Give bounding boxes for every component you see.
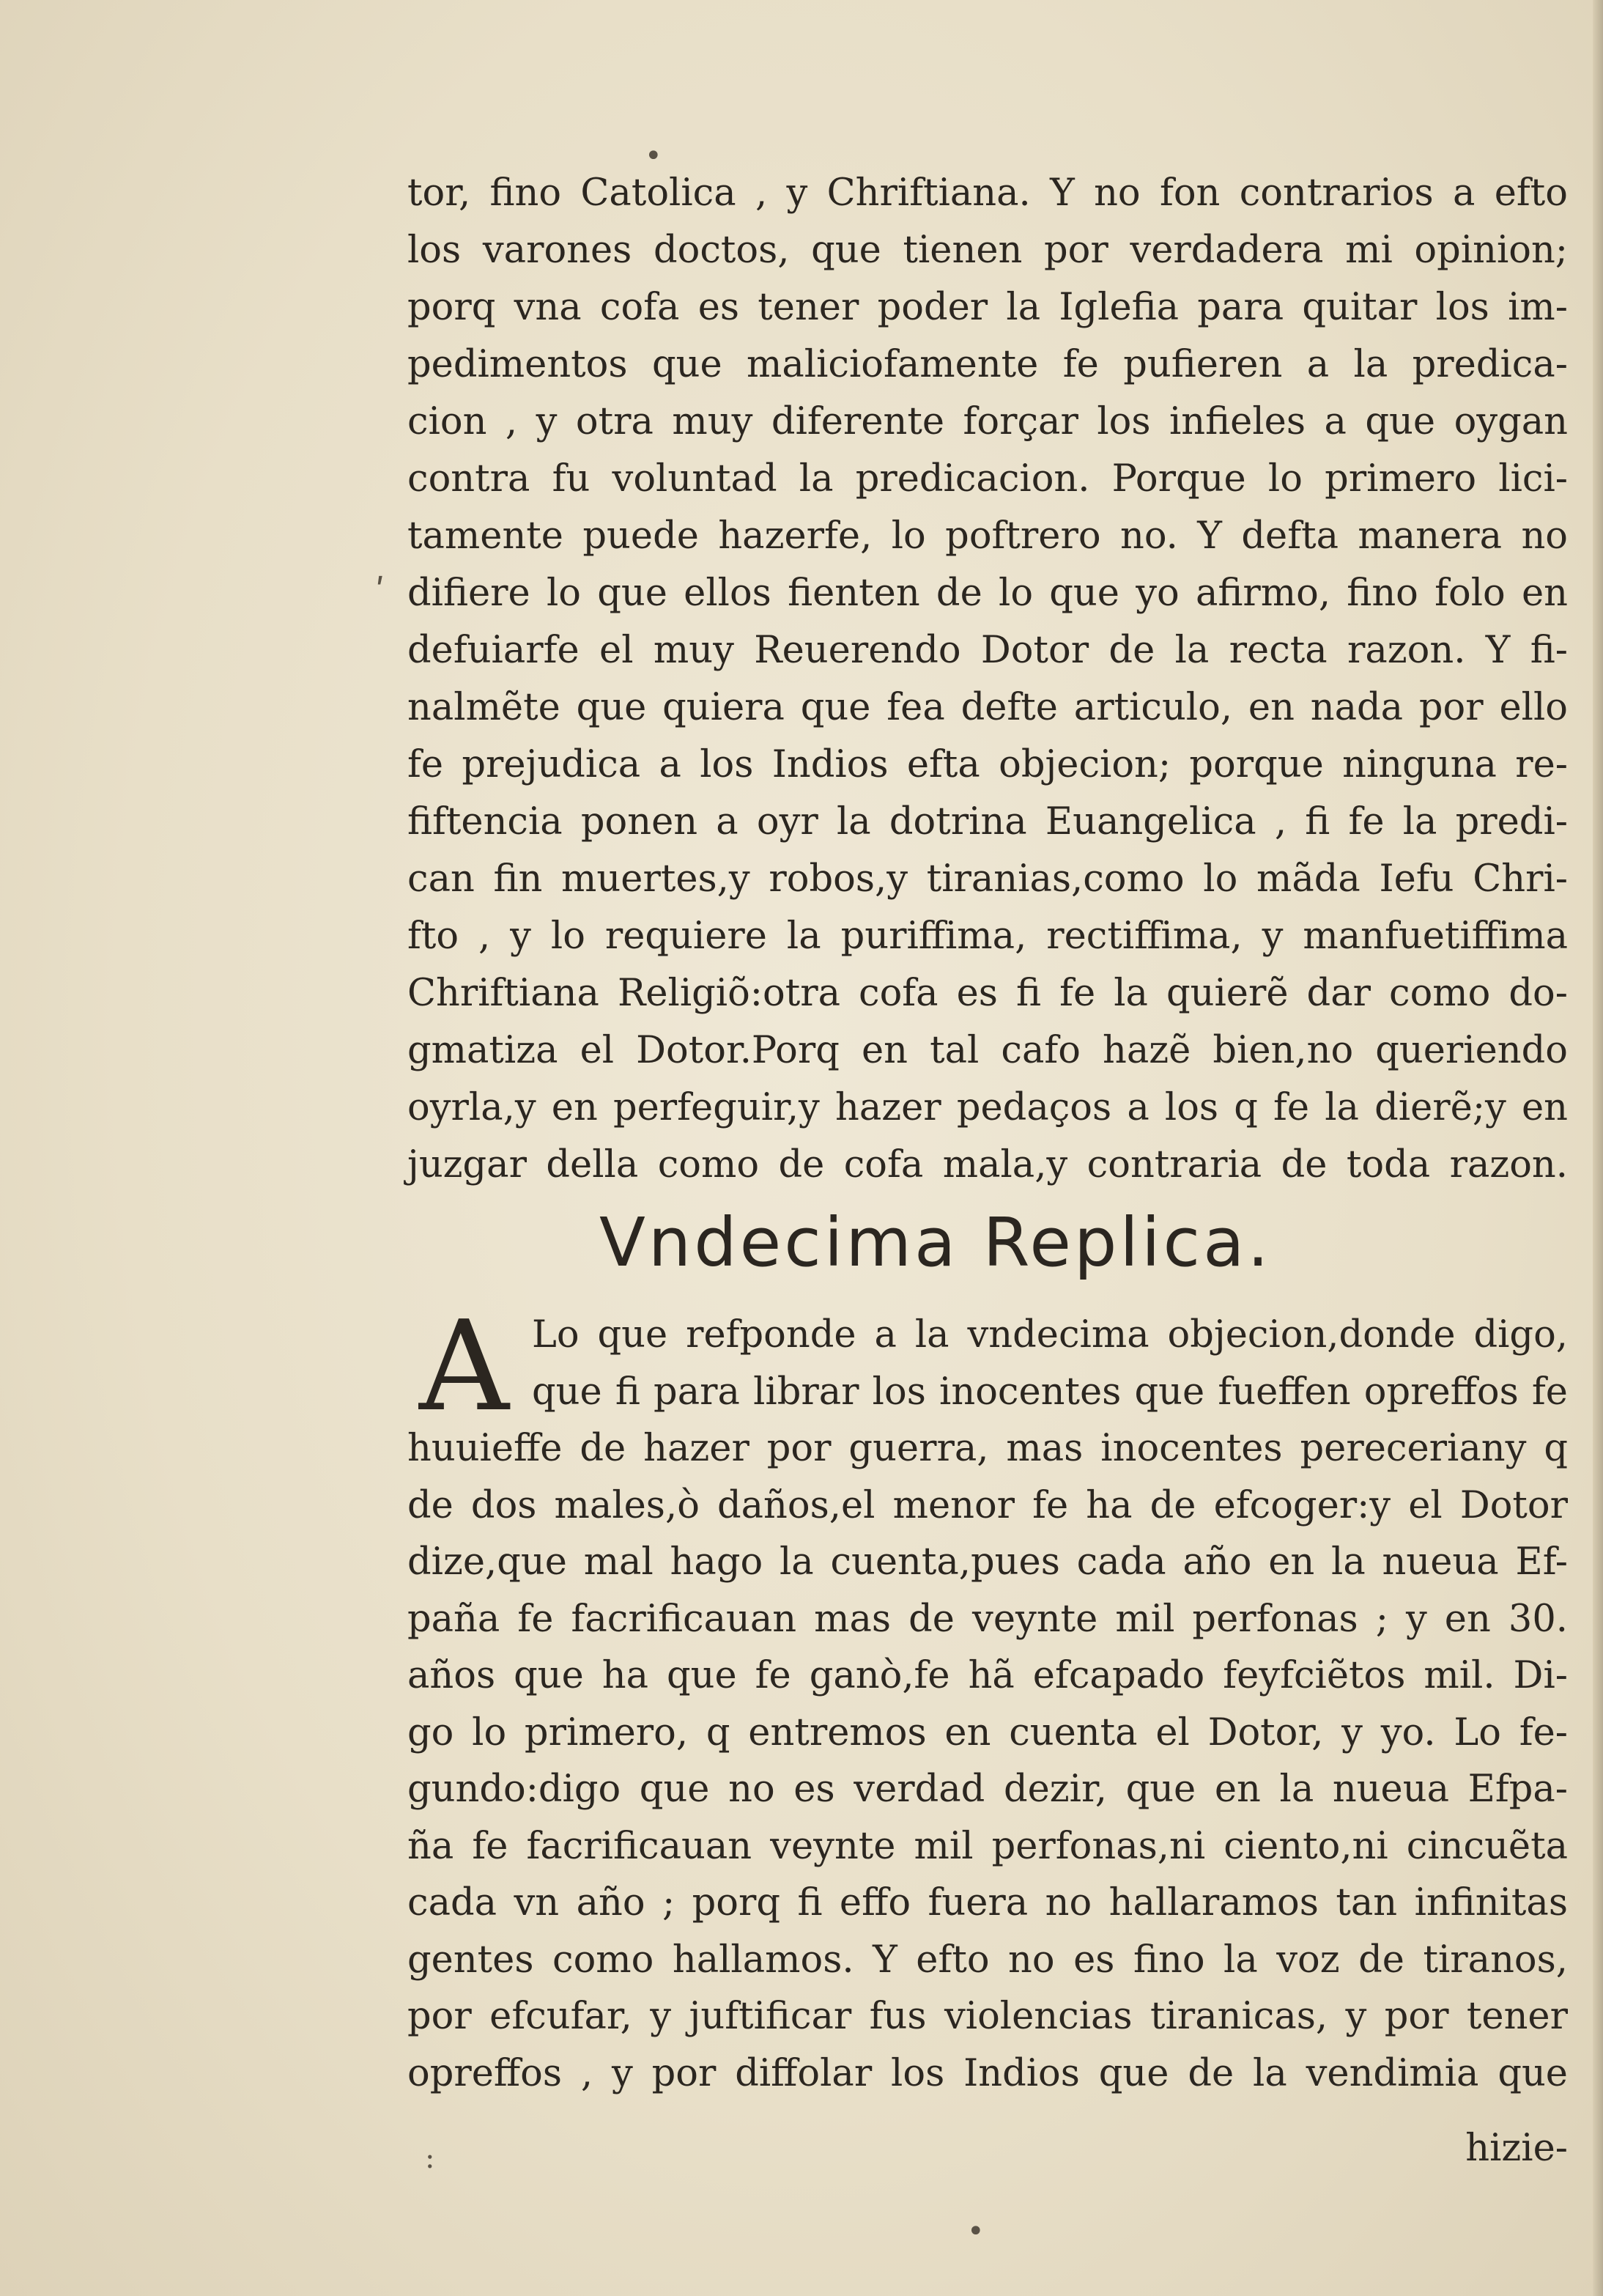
text-line: juzgar della como de cofa mala,y contraria de toda razon. [407, 1143, 1568, 1186]
text-line: oyrla,y en perfeguir,y hazer pedaços a los q fe la dierẽ;y en [407, 1086, 1568, 1129]
text-line: los varones doctos, que tienen por verdadera mi opinion; [407, 229, 1568, 272]
text-line: fiftencia ponen a oyr la dotrina Euangelica , fi fe la predi- [407, 800, 1568, 844]
text-line: difiere lo que ellos fienten de lo que yo afirmo, fino folo en [407, 572, 1568, 615]
section-heading: Vndecima Replica. [599, 1203, 1272, 1282]
text-line: paña fe facrificauan mas de veynte mil perfonas ; y en 30. [407, 1597, 1568, 1641]
text-line: gentes como hallamos. Y efto no es fino la voz de tiranos, [407, 1938, 1568, 1982]
page-edge [1593, 0, 1603, 2296]
text-line: ña fe facrificauan veynte mil perfonas,ni ciento,ni cincuẽta [407, 1824, 1568, 1868]
text-line: tor, fino Catolica , y Chriftiana. Y no fon contrarios a efto [407, 171, 1568, 215]
text-line: contra fu voluntad la predicacion. Porque lo primero lici- [407, 457, 1568, 501]
catchword: hizie- [1465, 2127, 1568, 2170]
text-line: de dos males,ò daños,el menor fe ha de efcoger:y el Dotor [407, 1483, 1568, 1527]
text-line: pedimentos que maliciofamente fe pufieren a la predica- [407, 343, 1568, 386]
text-line: fto , y lo requiere la puriffima, rectiffima, y manfuetiffima [407, 915, 1568, 958]
text-line: años que ha que fe ganò,fe hã efcapado feyfciẽtos mil. Di- [407, 1654, 1568, 1697]
ink-speck-icon: • [645, 139, 662, 173]
text-line: Chriftiana Religiõ:otra cofa es fi fe la quierẽ dar como do- [407, 972, 1568, 1015]
ink-speck-icon: • [967, 2215, 985, 2248]
text-line: nalmẽte que quiera que fea defte articulo, en nada por ello [407, 686, 1568, 729]
text-line: Lo que refponde a la vndecima objecion,donde digo, [532, 1313, 1568, 1356]
text-line: gmatiza el Dotor.Porq en tal cafo hazẽ bien,no queriendo [407, 1029, 1568, 1072]
drop-cap-initial: A [419, 1294, 509, 1439]
text-line: gundo:digo que no es verdad dezir, que en la nueua Efpa- [407, 1768, 1568, 1811]
text-line: tamente puede hazerfe, lo poftrero no. Y defta manera no [407, 514, 1568, 558]
text-line: cion , y otra muy diferente forçar los infieles a que oygan [407, 400, 1568, 443]
text-line: que fi para librar los inocentes que fueffen opreffos fe [532, 1370, 1568, 1414]
text-line: huuieffe de hazer por guerra, mas inocentes pereceriany q [407, 1427, 1568, 1470]
text-line: porq vna cofa es tener poder la Iglefia para quitar los im- [407, 286, 1568, 329]
text-line: cada vn año ; porq fi effo fuera no hallaramos tan infinitas [407, 1881, 1568, 1924]
text-line: fe prejudica a los Indios efta objecion; porque ninguna re- [407, 743, 1568, 786]
text-line: go lo primero, q entremos en cuenta el Dotor, y yo. Lo fe- [407, 1710, 1568, 1754]
text-line: dize,que mal hago la cuenta,pues cada año en la nueua Ef- [407, 1540, 1568, 1584]
text-line: can fin muertes,y robos,y tiranias,como lo mãda Iefu Chri- [407, 857, 1568, 901]
text-line: opreffos , y por diffolar los Indios que de la vendimia que [407, 2051, 1568, 2095]
text-line: defuiarfe el muy Reuerendo Dotor de la recta razon. Y fi- [407, 629, 1568, 672]
ink-speck-icon: : [425, 2141, 435, 2175]
text-line: por efcufar, y juftificar fus violencias tiranicas, y por tener [407, 1995, 1568, 2038]
margin-mark-icon: ʹ [375, 572, 385, 613]
